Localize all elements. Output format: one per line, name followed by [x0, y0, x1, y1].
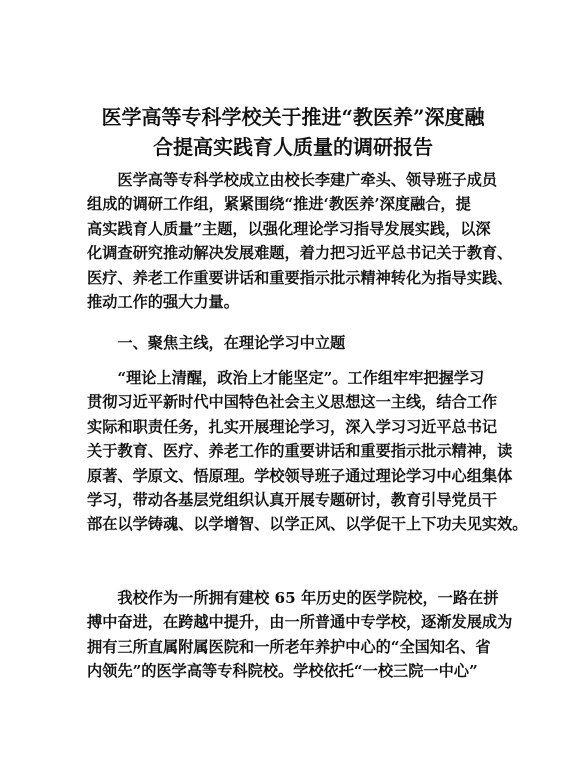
text-line: 原著、学原文、悟原理。学校领导班子通过理论学习中心组集体: [87, 466, 513, 485]
title-line-1: 医学高等专科学校关于推进“教医养”深度融: [101, 105, 485, 129]
paragraph-intro: [87, 168, 517, 314]
title-line-2: 合提高实践育人质量的调研报告: [153, 135, 433, 159]
text-line: 部在以学铸魂、以学增智、以学正风、以学促干上下功夫见实效。: [87, 515, 528, 534]
text-line: 我校作为一所拥有建校 65 年历史的医学院校，一路在拼: [87, 589, 499, 607]
text-line: 拥有三所直属附属医院和一所老年养护中心的“全国知名、省: [87, 637, 491, 656]
text-line: 内领先”的医学高等专科院校。学校依托“一校三院一中心”: [87, 662, 478, 681]
text-line: 贯彻习近平新时代中国特色社会主义思想这一主线，结合工作: [87, 393, 498, 412]
text-line: 化调查研究推动解决发展难题，着力把习近平总书记关于教育、: [87, 244, 513, 263]
section-heading-1: [87, 331, 517, 355]
text-line: 高实践育人质量”主题，以强化理论学习指导发展实践，以深: [87, 219, 491, 238]
paragraph-theory-study: [87, 366, 528, 537]
text-line: 实际和职责任务，扎实开展理论学习，深入学习习近平总书记: [87, 417, 498, 436]
text-line: “理论上清醒，政治上才能坚定”。工作组牢牢把握学习: [87, 369, 485, 387]
text-line: 医疗、养老工作重要讲话和重要指示批示精神转化为指导实践、: [87, 268, 513, 287]
text-line: 组成的调研工作组，紧紧围绕“推进‘教医养’深度融合，提: [87, 195, 471, 214]
text-line: 搏中奋进，在跨越中提升，由一所普通中专学校，逐渐发展成为: [87, 613, 513, 632]
text-line: 学习，带动各基层党组织认真开展专题研讨，教育引导党员干: [87, 491, 498, 510]
document-title: [70, 102, 516, 162]
text-line: 医学高等专科学校成立由校长李建广牵头、领导班子成员: [87, 171, 498, 189]
text-line: 关于教育、医疗、养老工作的重要讲话和重要指示批示精神，读: [87, 442, 513, 461]
paragraph-school-history: [87, 586, 517, 684]
heading-text: 一、聚焦主线，在理论学习中立题: [87, 334, 346, 352]
text-line: 推动工作的强大力量。: [87, 293, 239, 312]
